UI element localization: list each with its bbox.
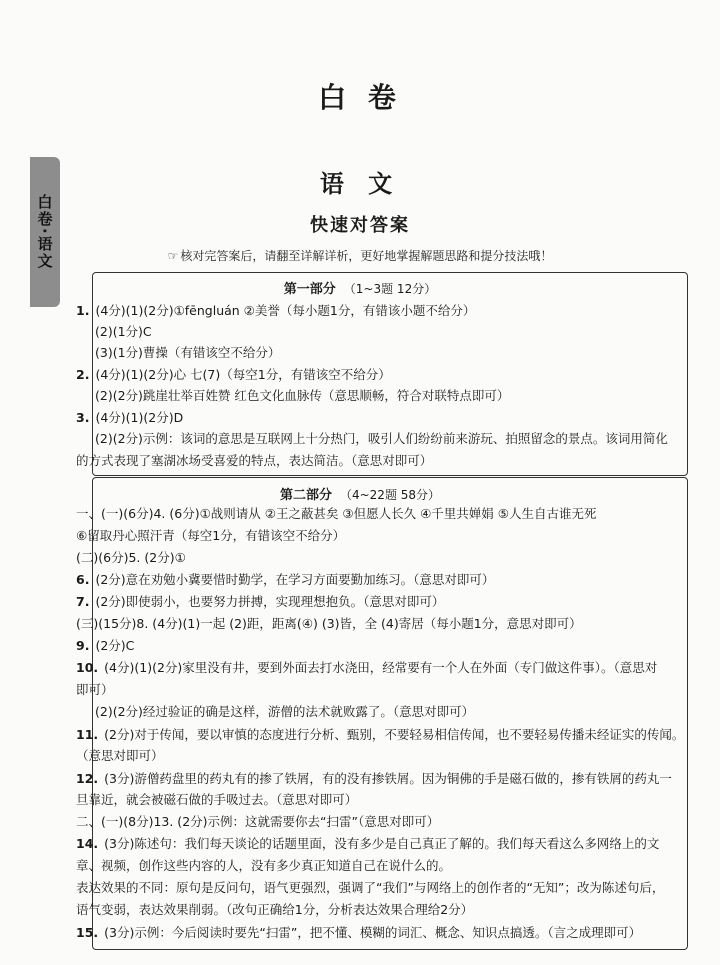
answer-line: (三)(15分)8. (4分)(1)一起 (2)距，距离(④) (3)皆，全 (4)寄居（每小题1分，意思对即可） xyxy=(76,616,582,631)
pointing-hand-icon: ☞ xyxy=(167,249,179,263)
answer-line: 7. (2分)即使弱小，也要努力拼搏，实现理想抱负。（意思对即可） xyxy=(76,594,445,609)
part2-heading-range: （4~22题 58分） xyxy=(339,488,441,502)
answer-line: 3. (4分)(1)(2分)D xyxy=(76,410,184,425)
answer-line: 二、(一)(8分)13. (2分)示例：这就需要你去“扫雷”（意思对即可） xyxy=(76,814,440,829)
answer-line: 语气变弱，表达效果削弱。（改句正确给1分，分析表达效果合理给2分） xyxy=(76,902,474,917)
answer-line: 10. (4分)(1)(2分)家里没有井，要到外面去打水浇田，经常要有一个人在外面（专门做这件事）。（意思对 xyxy=(76,660,658,675)
answer-line: 旦靠近，就会被磁石做的手吸过去。（意思对即可） xyxy=(76,792,358,807)
answer-line: 11. (2分)对于传闻，要以审慎的态度进行分析、甄别，不要轻易相信传闻，也不要轻易传播未经证实的传闻。 xyxy=(76,727,685,742)
answer-line: 15. (3分)示例：今后阅读时要先“扫雷”，把不懂、模糊的词汇、概念、知识点搞透。（言之成理即可） xyxy=(76,925,642,940)
answer-line: (2)(1分)C xyxy=(95,324,152,339)
part1-heading-range: （1~3题 12分） xyxy=(343,282,437,296)
answer-line: 9. (2分)C xyxy=(76,638,135,653)
subject-title: 语 文 xyxy=(319,170,401,198)
answer-line: (2)(2分)经过验证的确是这样，游僧的法术就败露了。（意思对即可） xyxy=(95,704,475,719)
part2-heading-title: 第二部分 xyxy=(279,488,332,503)
answer-line: 2. (4分)(1)(2分)心 七(7)（每空1分，有错该空不给分） xyxy=(76,367,391,382)
answer-line: 12. (3分)游僧药盘里的药丸有的掺了铁屑，有的没有掺铁屑。因为铜佛的手是磁石做的，掺有铁屑的药丸一 xyxy=(76,771,672,786)
answer-line: 即可） xyxy=(76,682,114,697)
answer-line: (3)(1分)曹操（有错该空不给分） xyxy=(95,345,281,360)
answer-line: ⑥留取丹心照汗青（每空1分，有错该空不给分） xyxy=(76,528,346,543)
part1-heading xyxy=(0,278,720,297)
answer-line: (二)(6分)5. (2分)① xyxy=(76,550,186,565)
answer-line: (2)(2分)示例：该词的意思是互联网上十分热门，吸引人们纷纷前来游玩、拍照留念的景点。该词用简化 xyxy=(95,431,668,446)
answer-line: 一、(一)(6分)4. (6分)①战则请从 ②王之蔽甚矣 ③但愿人长久 ④千里共婵娟 ⑤人生自古谁无死 xyxy=(76,506,597,521)
part2-heading xyxy=(0,484,720,503)
answer-line: （意思对即可） xyxy=(76,748,164,763)
answer-line: 表达效果的不同：原句是反问句，语气更强烈，强调了“我们”与网络上的创作者的“无知”；改为陈述句后， xyxy=(76,880,665,895)
tip-text: 核对完答案后，请翻至详解详析，更好地掌握解题思路和提分技法哦！ xyxy=(180,249,553,263)
answer-line: (2)(2分)跳崖壮举百姓赞 红色文化血脉传（意思顺畅，符合对联特点即可） xyxy=(95,388,510,403)
answer-line: 的方式表现了塞湖冰场受喜爱的特点，表达简洁。（意思对即可） xyxy=(76,453,433,468)
part1-heading-title: 第一部分 xyxy=(283,282,336,297)
answer-line: 章、视频，创作这些内容的人，没有多少真正知道自己在说什么的。 xyxy=(76,858,452,873)
answer-line: 6. (2分)意在劝勉小冀要惜时勤学，在学习方面要勤加练习。（意思对即可） xyxy=(76,572,495,587)
page-title: 白 卷 xyxy=(318,81,402,114)
tip-line xyxy=(60,247,660,264)
answers-title: 快速对答案 xyxy=(310,215,410,236)
side-tab-label: 白卷·语文 xyxy=(30,157,60,307)
answer-line: 1. (4分)(1)(2分)①fēngluán ②美誉（每小题1分，有错该小题不给分） xyxy=(76,303,476,318)
answer-line: 14. (3分)陈述句：我们每天谈论的话题里面，没有多少是自己真正了解的。我们每天看这么多网络上的文 xyxy=(76,836,660,851)
